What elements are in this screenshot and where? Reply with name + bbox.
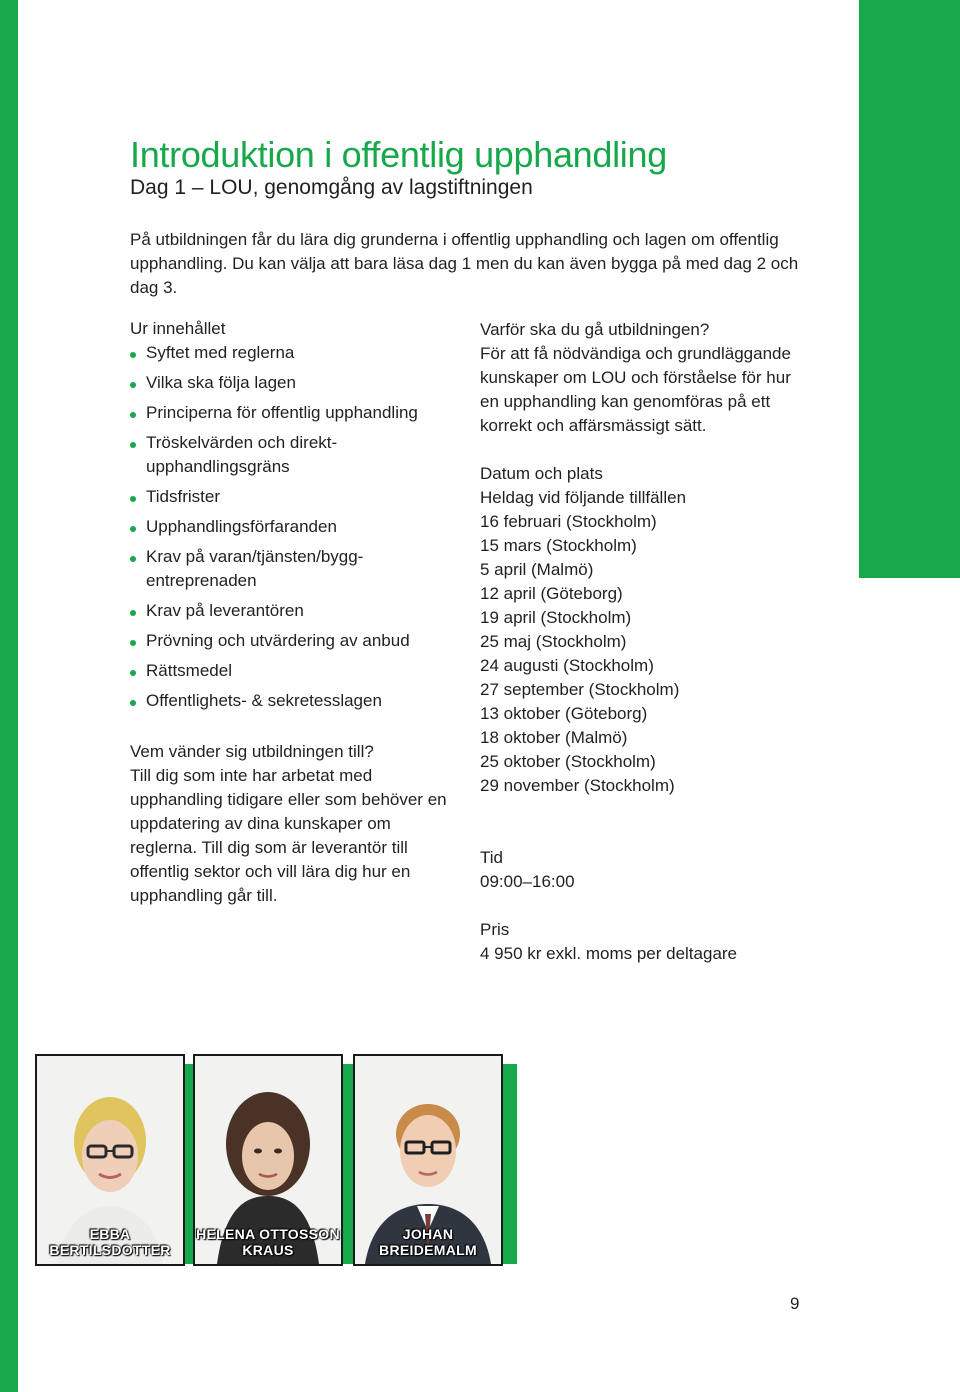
date-item: 5 april (Malmö)	[480, 560, 594, 579]
speaker-last-name: BERTILSDOTTER	[49, 1242, 171, 1258]
list-item-label: Krav på varan/tjänsten/bygg-entreprenaden	[146, 547, 364, 590]
date-item: 19 april (Stockholm)	[480, 608, 632, 627]
bullet-icon	[130, 496, 136, 502]
list-item	[130, 401, 470, 425]
left-accent-bar	[0, 0, 18, 1392]
contents-heading: Ur innehållet	[130, 319, 226, 338]
date-item: 12 april (Göteborg)	[480, 584, 623, 603]
bullet-icon	[130, 526, 136, 532]
speaker-last-name: KRAUS	[242, 1242, 294, 1258]
why-heading: Varför ska du gå utbildningen?	[480, 320, 710, 339]
bullet-icon	[130, 412, 136, 418]
time-value: 09:00–16:00	[480, 872, 575, 891]
date-item: 16 februari (Stockholm)	[480, 512, 657, 531]
bullet-icon	[130, 610, 136, 616]
list-item	[130, 659, 470, 683]
time-section	[480, 846, 810, 894]
bullet-icon	[130, 382, 136, 388]
list-item	[130, 515, 470, 539]
bullet-icon	[130, 352, 136, 358]
right-accent-tab	[859, 0, 960, 578]
list-item-label: Prövning och utvärdering av anbud	[146, 631, 410, 650]
page-title: Introduktion i offentlig upphandling	[130, 134, 667, 175]
list-item	[130, 485, 470, 509]
bullet-icon	[130, 670, 136, 676]
date-item: 18 oktober (Malmö)	[480, 728, 628, 747]
audience-heading: Vem vänder sig utbildningen till?	[130, 742, 374, 761]
date-item: 25 maj (Stockholm)	[480, 632, 627, 651]
audience-text: Till dig som inte har arbetat med upphandling tidigare eller som behöver en uppdatering av dina kunskaper om reglerna. Till dig som är leverantör till offentlig sektor och vill lära dig hur en upphandling går till.	[130, 766, 447, 905]
date-item: 25 oktober (Stockholm)	[480, 752, 656, 771]
intro-paragraph: På utbildningen får du lära dig grunderna i offentlig upphandling och lagen om offentlig upphandling. Du kan välja att bara läsa dag 1 men du kan även bygga på med dag 2 och dag 3.	[130, 230, 799, 297]
list-item-label: Syftet med reglerna	[146, 343, 295, 362]
date-item: 27 september (Stockholm)	[480, 680, 680, 699]
list-item	[130, 431, 470, 479]
date-item: 13 oktober (Göteborg)	[480, 704, 648, 723]
list-item	[130, 371, 470, 395]
date-item: 24 augusti (Stockholm)	[480, 656, 654, 675]
speaker-photo	[35, 1054, 185, 1266]
speaker-first-name: EBBA	[89, 1226, 131, 1242]
date-item: 29 november (Stockholm)	[480, 776, 675, 795]
bullet-icon	[130, 640, 136, 646]
price-heading: Pris	[480, 920, 510, 939]
list-item-label: Upphandlingsförfaranden	[146, 517, 337, 536]
dates-subheading: Heldag vid följande tillfällen	[480, 488, 687, 507]
bullet-icon	[130, 556, 136, 562]
speaker-caption	[195, 1226, 341, 1258]
list-item	[130, 689, 470, 713]
list-item-label: Vilka ska följa lagen	[146, 373, 296, 392]
list-item	[130, 629, 470, 653]
bullet-icon	[130, 442, 136, 448]
list-item-label: Offentlighets- & sekretesslagen	[146, 691, 382, 710]
page-subtitle: Dag 1 – LOU, genomgång av lagstiftningen	[130, 176, 533, 199]
speaker-photo	[353, 1054, 503, 1266]
time-heading: Tid	[480, 848, 503, 867]
date-item: 15 mars (Stockholm)	[480, 536, 637, 555]
why-text: För att få nödvändiga och grundläggande kunskaper om LOU och förståelse för hur en upphandling kan genomföras på ett korrekt och affärsmässigt sätt.	[480, 344, 791, 435]
list-item-label: Tröskelvärden och direkt-upphandlingsgräns	[146, 433, 338, 476]
details-column	[480, 318, 810, 990]
list-item-label: Rättsmedel	[146, 661, 232, 680]
price-value: 4 950 kr exkl. moms per deltagare	[480, 944, 738, 963]
speaker-first-name: JOHAN	[402, 1226, 454, 1242]
dates-section	[480, 462, 810, 798]
audience-section	[130, 740, 460, 908]
speaker-last-name: BREIDEMALM	[379, 1242, 477, 1258]
bullet-icon	[130, 700, 136, 706]
speaker-first-name: HELENA OTTOSSON	[196, 1226, 340, 1242]
list-item-label: Tidsfrister	[146, 487, 220, 506]
list-item-label: Principerna för offentlig upphandling	[146, 403, 418, 422]
speaker-caption	[37, 1226, 183, 1258]
list-item	[130, 599, 470, 623]
dates-heading: Datum och plats	[480, 464, 603, 483]
dates-list	[480, 510, 810, 798]
speaker-photo	[193, 1054, 343, 1266]
speaker-caption	[355, 1226, 501, 1258]
list-item	[130, 341, 470, 365]
list-item-label: Krav på leverantören	[146, 601, 304, 620]
contents-list	[130, 341, 470, 719]
page-number: 9	[790, 1294, 800, 1313]
why-section	[480, 318, 810, 438]
list-item	[130, 545, 470, 593]
price-section	[480, 918, 810, 966]
